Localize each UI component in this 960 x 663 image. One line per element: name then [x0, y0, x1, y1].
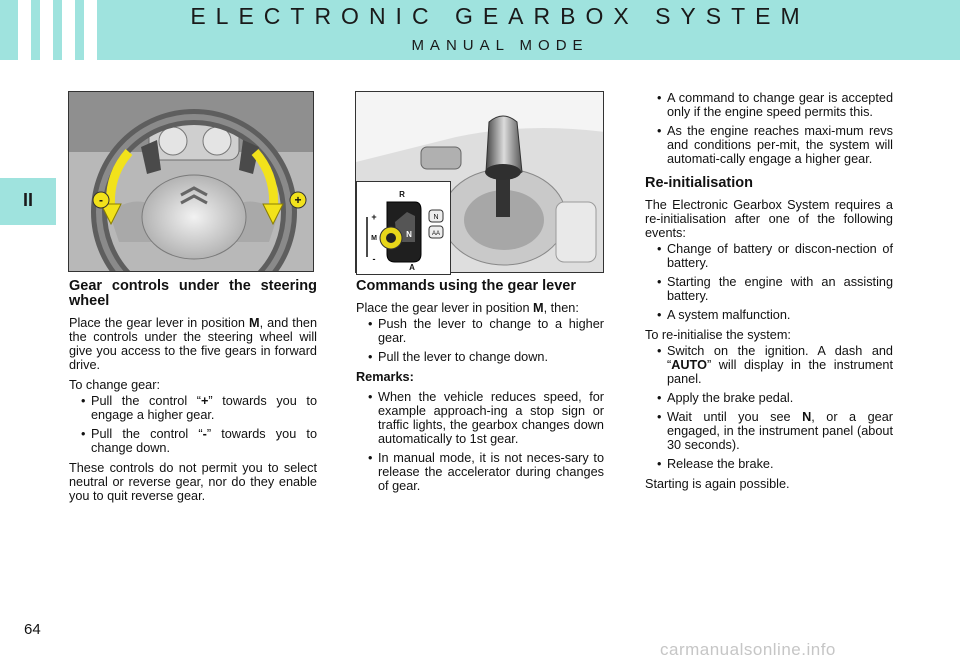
- list-item: [81, 427, 317, 455]
- list-item: • As the engine reaches maxi-mum revs and conditions per-mit, the system will automati-cally engage a higher gear.: [657, 124, 893, 166]
- text-run-bold: -: [202, 427, 207, 441]
- text-run: , and then the controls under the steering wheel will give you access to the five gears in forward drive.: [69, 316, 318, 372]
- section-tab: [0, 178, 56, 225]
- steering-wheel-figure: [68, 91, 314, 272]
- text-run: ” will display in the instrument panel.: [667, 358, 893, 386]
- paragraph: [69, 316, 317, 372]
- column-gear-lever-commands: [356, 279, 604, 499]
- gear-gate-diagram: [356, 181, 451, 275]
- list-item: [657, 344, 893, 386]
- text-run: Pull the control “: [91, 427, 203, 441]
- list-item: • Release the brake.: [657, 457, 893, 471]
- list-item: • A command to change gear is accepted only if the engine speed permits this.: [657, 91, 893, 119]
- list-item: • Push the lever to change to a higher gear.: [368, 317, 604, 345]
- paragraph: To re-initialise the system:: [645, 328, 791, 342]
- events-list: [645, 242, 893, 322]
- paragraph: The Electronic Gearbox System requires a re-initialisation after one of the following events:: [645, 198, 893, 240]
- gate-label-r: R: [399, 190, 405, 199]
- list-item: • Starting the engine with an assisting battery.: [657, 275, 893, 303]
- text-run-bold: M: [249, 316, 260, 330]
- gate-badge-aa: AA: [431, 231, 441, 237]
- paragraph: These controls do not permit you to select neutral or reverse gear, nor do they enable you to quit reverse gear.: [69, 461, 317, 503]
- list-item: • Change of battery or discon-nection of battery.: [657, 242, 893, 270]
- text-run: Place the gear lever in position: [356, 301, 534, 315]
- text-run-bold: AUTO: [671, 358, 707, 372]
- text-run-bold: N: [802, 410, 812, 424]
- list-item: • In manual mode, it is not neces-sary to release the accelerator during changes of gear.: [368, 451, 604, 493]
- minus-marker: -: [99, 193, 103, 207]
- column-steering-controls: [69, 279, 317, 509]
- page-title: ELECTRONIC GEARBOX SYSTEM: [190, 3, 810, 29]
- gate-label-n: N: [406, 230, 412, 239]
- text-run: , or a gear engaged, in the instrument panel (about 30 seconds).: [667, 410, 893, 452]
- text-run-bold: +: [201, 394, 209, 408]
- text-run: , then:: [543, 301, 579, 315]
- header-stripe: [40, 0, 53, 60]
- steps-list: [645, 344, 893, 471]
- header-stripe: [18, 0, 31, 60]
- paragraph: Starting is again possible.: [645, 477, 790, 491]
- header-stripe: [84, 0, 97, 60]
- text-run: Pull the control “: [91, 394, 201, 408]
- section-tab-label: II: [22, 190, 33, 210]
- text-run: Wait until you see: [667, 410, 803, 424]
- list-item: [81, 394, 317, 422]
- list-item: [657, 410, 893, 452]
- header-stripe: [62, 0, 75, 60]
- page-number: 64: [24, 621, 41, 638]
- paragraph: To change gear:: [69, 378, 160, 392]
- list-item: • Apply the brake pedal.: [657, 391, 893, 405]
- list-item: • A system malfunction.: [657, 308, 893, 322]
- list-item: • Pull the lever to change down.: [368, 350, 604, 364]
- watermark: carmanualsonline.info: [660, 640, 836, 659]
- text-run-bold: M: [533, 301, 544, 315]
- column-reinitialisation: [645, 91, 893, 497]
- section-heading: Commands using the gear lever: [356, 278, 576, 294]
- section-heading: Gear controls under the steering wheel: [69, 278, 317, 309]
- bullet-list: [356, 317, 604, 364]
- steering-wheel-illustration: [69, 92, 314, 272]
- remarks-list: [356, 390, 604, 493]
- text-run: Switch on the ignition. A dash and “: [667, 344, 893, 372]
- list-item: • When the vehicle reduces speed, for example approach-ing a stop sign or traffic lights, the gearbox changes down automatically to 1st gear.: [368, 390, 604, 446]
- gate-label-a: A: [409, 263, 415, 272]
- bullet-list: [69, 394, 317, 455]
- header-band: [0, 0, 960, 60]
- gate-label-m: M: [371, 235, 377, 242]
- text-run: Place the gear lever in position: [69, 316, 249, 330]
- paragraph: [356, 301, 604, 315]
- text-run: ” towards you to engage a higher gear.: [91, 394, 317, 422]
- gear-gate-illustration: [357, 182, 451, 275]
- page-subtitle: MANUAL MODE: [411, 37, 589, 54]
- plus-marker: +: [294, 193, 302, 207]
- gate-badge-n: N: [433, 214, 439, 221]
- bullet-list: [645, 91, 893, 166]
- section-heading: Re-initialisation: [645, 175, 753, 191]
- gate-label-minus: -: [372, 254, 376, 264]
- remarks-label: Remarks:: [356, 370, 414, 384]
- gate-label-plus: +: [371, 212, 377, 222]
- text-run: ” towards you to change down.: [91, 427, 317, 455]
